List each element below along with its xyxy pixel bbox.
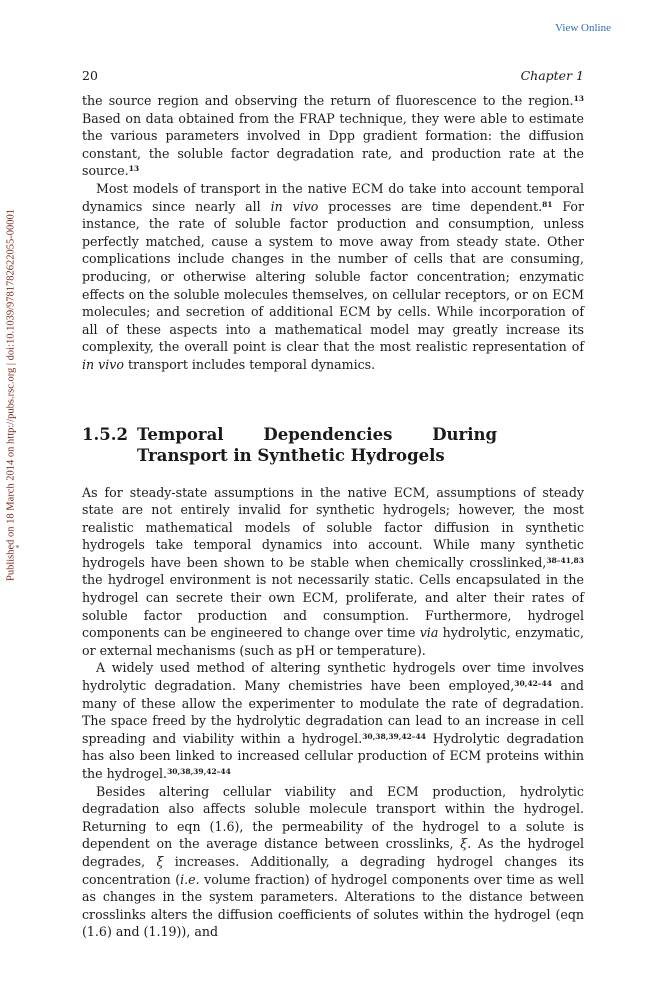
reference-30-42-44[interactable]: 30,42–44	[514, 679, 552, 689]
paragraph-2: Most models of transport in the native ECM do take into account temporal dynamics since nearly all in vivo processes are time dependent.$^{81}$ For instance, the rate of soluble factor production and consumption, unless perfectly matched, cause a system to move away from steady state. Other complications include changes in the number of cells that are consuming, producing, or otherwise altering soluble factor concentration; enzymatic effects on the soluble molecules themselves, on cellular receptors, or on ECM molecules; and secretion of additional ECM by cells. While incorporation of all of these aspects into a mathematical model may greatly increase its complexity, the overall point is clear that the most realistic representation of in vivo transport includes temporal dynamics.	[82, 180, 585, 372]
reference-30-38-39-42-44[interactable]: 30,38,39,42–44	[362, 731, 426, 741]
reference-13[interactable]: 13	[128, 164, 140, 174]
paragraph-1: the source region and observing the return of fluorescence to the region.$^{13}$ Based on data obtained from the FRAP technique, they were able to estimate the various parameters involved in Dpp gradient formation: the diffusion constant, the soluble factor degradation rate, and production rate at the source.$^{13}$	[82, 93, 584, 179]
paragraph-3: As for steady-state assumptions in the native ECM, assumptions of steady state are not entirely invalid for synthetic hydrogels; however, the most realistic mathematical models of soluble factor diffusion in synthetic hydrogels take temporal dynamics into account. While many synthetic hydrogels have been shown to be stable when chemically crosslinked,$^{38-41,83}$ the hydrogel environment is not necessarily static. Cells encapsulated in the hydrogel can secrete their own ECM, proliferate, and alter their rates of soluble factor production and consumption. Furthermore, hydrogel components can be engineered to change over time via hydrolytic, enzymatic, or external mechanisms (such as pH or temperature).	[82, 484, 584, 658]
reference-81[interactable]: 81	[542, 199, 553, 209]
body-text	[82, 92, 584, 941]
view-online-link[interactable]: View Online	[555, 22, 611, 34]
publication-sidebar	[0, 160, 22, 630]
reference-38-41-83[interactable]: 38–41,83	[546, 555, 584, 565]
chapter-label: Chapter 1	[520, 68, 584, 83]
reference-13[interactable]: 13	[573, 94, 584, 103]
page-header	[82, 68, 584, 86]
paragraph-5: Besides altering cellular viability and ECM production, hydrolytic degradation also affects soluble molecule transport within the hydrogel. Returning to eqn (1.6), the permeability of the hydrogel to a solute is dependent on the average distance between crosslinks, ξ. As the hydrogel degrades, ξ increases. Additionally, a degrading hydrogel changes its concentration (i.e. volume fraction) of hydrogel components over time as well as changes in the system parameters. Alterations to the distance between crosslinks alters the diffusion coefficients of solutes within the hydrogel (eqn (1.6) and (1.19)), and	[82, 783, 585, 940]
decorative-dot	[16, 545, 19, 548]
section-heading	[82, 424, 584, 466]
reference-30-38-39-42-44[interactable]: 30,38,39,42–44	[167, 767, 231, 776]
section-number: 1.5.2	[82, 424, 128, 444]
page-number: 20	[82, 68, 98, 83]
section-title: Temporal Dependencies During Transport in Synthetic Hydrogels	[137, 424, 497, 465]
paragraph-4: A widely used method of altering synthetic hydrogels over time involves hydrolytic degradation. Many chemistries have been employed,$^{30,42-44}$ and many of these allow the experimenter to modulate the rate of degradation. The space freed by the hydrolytic degradation can lead to an increase in cell spreading and viability within a hydrogel.$^{30,38,39,42-44}$ Hydrolytic degradation has also been linked to increased cellular production of ECM proteins within the hydrogel.$^{30,38,39,42-44}$	[82, 660, 584, 781]
publication-info-text: Published on 18 March 2014 on http://pubs.rsc.org | doi:10.1039/9781782622055-00001	[5, 208, 17, 582]
